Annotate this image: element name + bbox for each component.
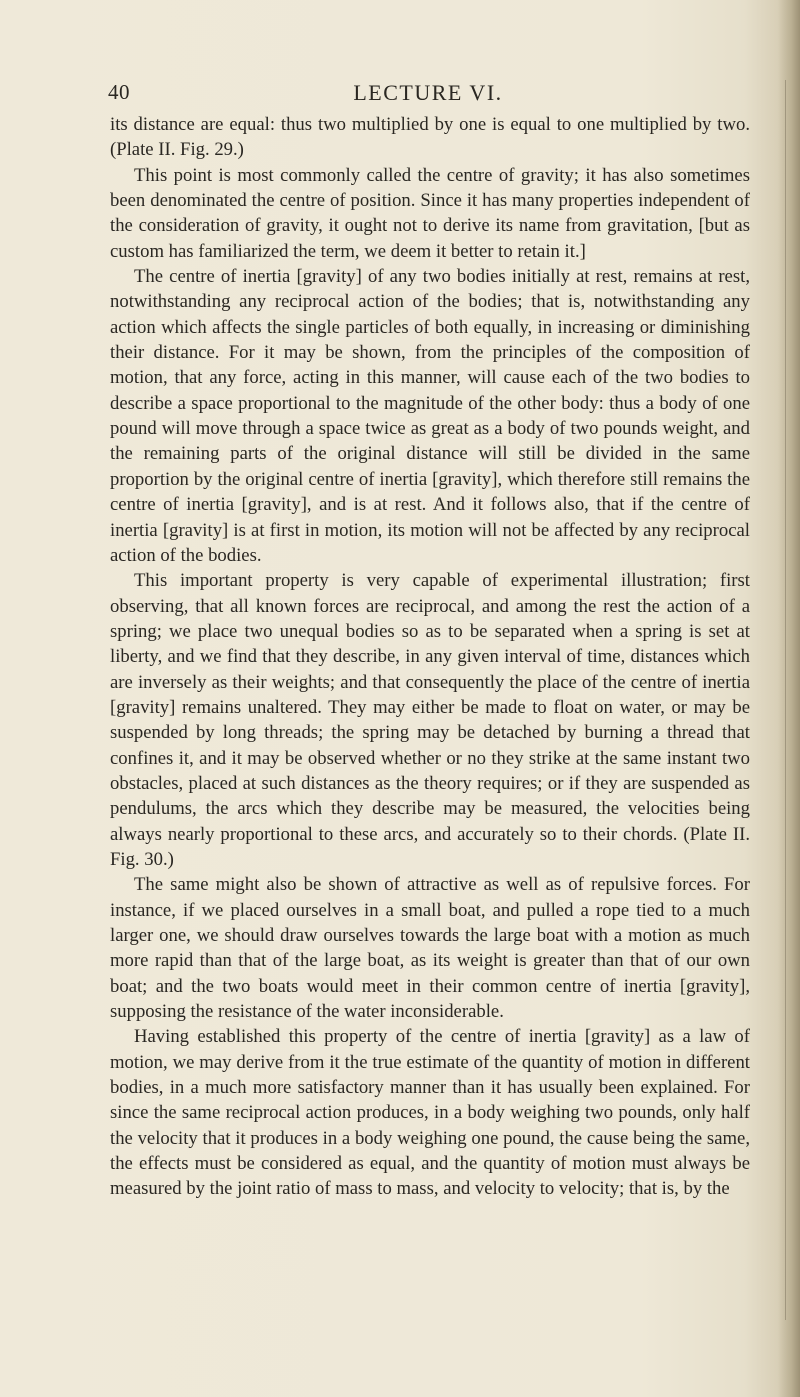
paragraph-1: its distance are equal: thus two multiplied by one is equal to one multiplied by two. (Plate II. Fig. 29.) [110,114,750,161]
page-header [108,80,748,114]
body-text [110,112,750,1202]
paragraph-4: This important property is very capable of experimental illustration; first observing, that all known forces are reciprocal, and among the rest the action of a spring; we place two unequal bodies so as to be separated when a spring is set at liberty, and we find that they describe, in any given interval of time, distances which are inversely as their weights; and that consequently the place of the centre of inertia [gravity] remains unaltered. They may either be made to float on water, or may be suspended by long threads; the spring may be detached by burning a thread that confines it, and it may be observed whether or no they strike at the same instant two obstacles, placed at such distances as the theory requires; or if they are suspended as pendulums, the arcs which they describe may be measured, the velocities being always nearly proportional to these arcs, and accurately so to their chords. (Plate II. Fig. 30.) [110,570,750,870]
paragraph-3: The centre of inertia [gravity] of any two bodies initially at rest, remains at rest, notwithstanding any reciprocal action of the bodies; that is, notwithstanding any action which affects the single particles of both equally, in increasing or diminishing their distance. For it may be shown, from the principles of the composition of motion, that any force, acting in this manner, will cause each of the two bodies to describe a space proportional to the magnitude of the other body: thus a body of one pound will move through a space twice as great as a body of two pounds weight, and the remaining parts of the original distance will still be divided in the same proportion by the original centre of inertia [gravity], which therefore still remains the centre of inertia [gravity], and is at rest. And it follows also, that if the centre of inertia [gravity] is at first in motion, its motion will not be affected by any reciprocal action of the bodies. [110,266,750,566]
running-head: LECTURE VI. [353,80,503,105]
paragraph-6: Having established this property of the centre of inertia [gravity] as a law of motion, we may derive from it the true estimate of the quantity of motion in different bodies, in a much more satisfactory manner than it has usually been explained. For since the same reciprocal action produces, in a body weighing two pounds, only half the velocity that it produces in a body weighing one pound, the cause being the same, the effects must be considered as equal, and the quantity of motion must always be measured by the joint ratio of mass to mass, and velocity to velocity; that is, by the [110,1026,750,1200]
page-edge-shadow [778,0,800,1397]
paragraph-5: The same might also be shown of attractive as well as of repulsive forces. For instance, if we placed ourselves in a small boat, and pulled a rope tied to a much larger one, we should draw ourselves towards the large boat with a motion as much more rapid than that of the large boat, as its weight is greater than that of our own boat; and the two boats would meet in their common centre of inertia [gravity], supposing the resistance of the water inconsiderable. [110,874,750,1023]
page-edge-line [785,80,786,1320]
page-number: 40 [108,80,130,104]
paragraph-2: This point is most commonly called the centre of gravity; it has also sometimes been denominated the centre of position. Since it has many properties independent of the consideration of gravity, it ought not to derive its name from gravitation, [but as custom has familiarized the term, we deem it better to retain it.] [110,164,750,262]
